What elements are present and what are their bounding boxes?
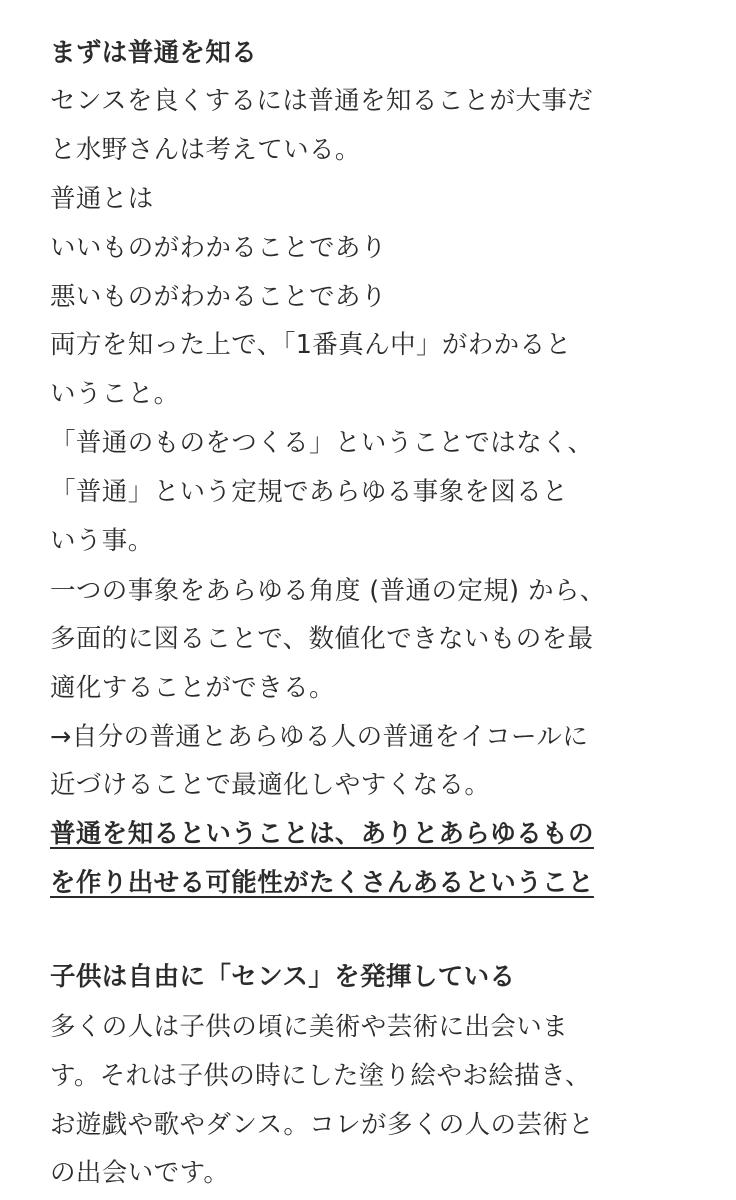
body-line: 「普通」という定規であらゆる事象を図ると [50, 477, 569, 507]
body-line: センスを良くするには普通を知ることが大事だ [50, 86, 594, 116]
body-line: 多くの人は子供の頃に美術や芸術に出会いま [50, 1012, 569, 1042]
body-line: 両方を知った上で、「1番真ん中」がわかると [50, 330, 572, 360]
body-line: いうこと。 [50, 379, 180, 409]
body-line: お遊戯や歌やダンス。コレが多くの人の芸術と [50, 1110, 595, 1140]
body-line: 一つの事象をあらゆる角度 (普通の定規) から、 [50, 576, 606, 606]
body-line: 適化することができる。 [50, 673, 335, 703]
body-line: 多面的に図ることで、数値化できないものを最 [50, 624, 594, 654]
body-line: と水野さんは考えている。 [50, 135, 361, 165]
emphasis-line: を作り出せる可能性がたくさんあるということ [50, 868, 594, 898]
section-heading: まずは普通を知る [50, 38, 258, 68]
emphasis-line: 普通を知るということは、ありとあらゆるもの [50, 819, 594, 849]
section-heading: 子供は自由に「センス」を発揮している [50, 962, 516, 992]
body-line: 普通とは [50, 184, 154, 214]
body-line: 悪いものがわかることであり [50, 282, 387, 312]
body-line: いいものがわかることであり [50, 233, 387, 263]
body-line: の出会いです。 [50, 1158, 230, 1188]
body-line: いう事。 [50, 526, 154, 556]
body-line: 「普通のものをつくる」ということではなく、 [50, 428, 594, 458]
body-line: す。それは子供の時にした塗り絵やお絵描き、 [50, 1061, 591, 1091]
body-line: 近づけることで最適化しやすくなる。 [50, 770, 491, 800]
body-line: →自分の普通とあらゆる人の普通をイコールに [50, 722, 589, 752]
